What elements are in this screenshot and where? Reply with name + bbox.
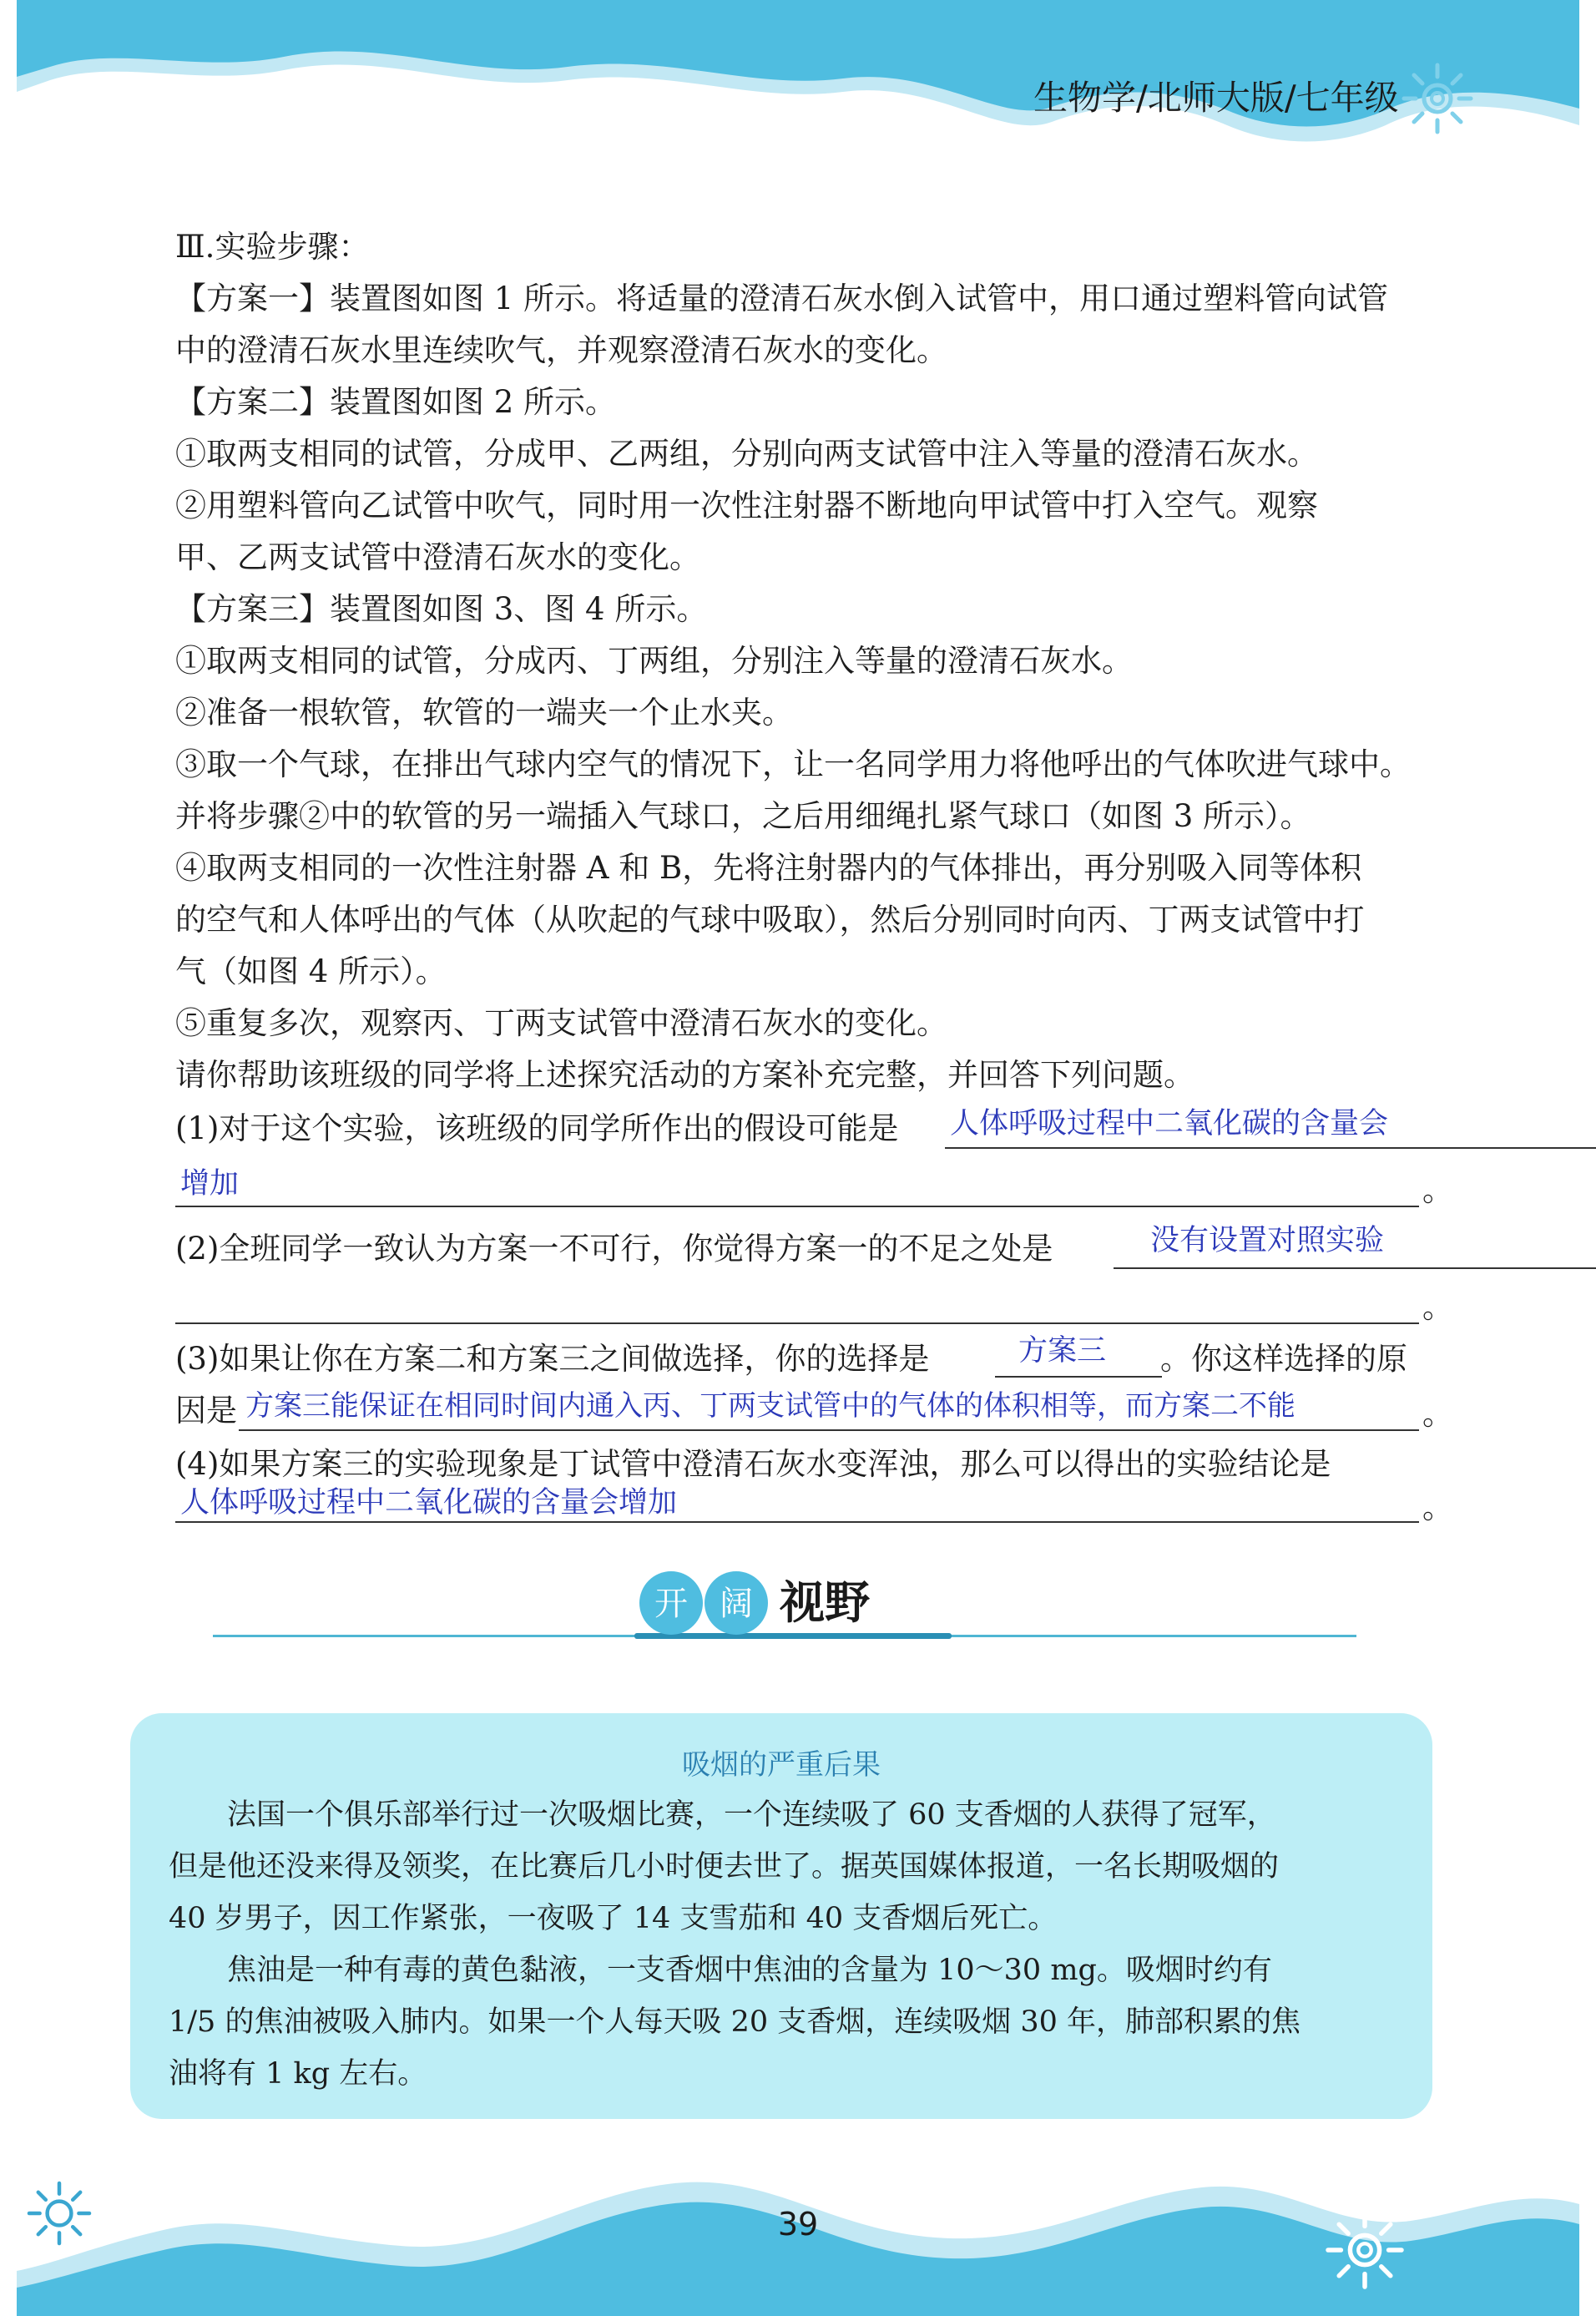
section-char-2: 阔 <box>720 1585 753 1623</box>
step-line: ⑤重复多次，观察丙、丁两支试管中澄清石灰水的变化。 <box>175 1005 947 1041</box>
question-3-reason-label: 因是 <box>175 1393 237 1429</box>
extension-box <box>130 1713 1432 2119</box>
section-heading <box>631 1566 965 1641</box>
sun-icon <box>1396 57 1479 140</box>
step-line: ②用塑料管向乙试管中吹气，同时用一次性注射器不断地向甲试管中打入空气。观察 <box>175 488 1318 523</box>
step-line: 气（如图 4 所示）。 <box>175 953 447 989</box>
extension-line: 1/5 的焦油被吸入肺内。如果一个人每天吸 20 支香烟，连续吸烟 30 年，肺部积累的焦 <box>169 2005 1301 2039</box>
step-line: 【方案二】装置图如图 2 所示。 <box>175 384 617 420</box>
question-2: (2)全班同学一致认为方案一不可行，你觉得方案一的不足之处是 <box>175 1231 1053 1267</box>
sun-icon <box>22 2176 97 2251</box>
extension-title: 吸烟的严重后果 <box>682 1748 881 1782</box>
extension-line: 40 岁男子，因工作紧张，一夜吸了 14 支雪茄和 40 支香烟后死亡。 <box>169 1902 1058 1935</box>
period: 。 <box>1422 1489 1453 1525</box>
steps-title: Ⅲ.实验步骤： <box>175 229 370 265</box>
period: 。 <box>1422 1396 1453 1432</box>
extension-line: 法国一个俱乐部举行过一次吸烟比赛，一个连续吸了 60 支香烟的人获得了冠军， <box>227 1798 1276 1832</box>
step-line: ②准备一根软管，软管的一端夹一个止水夹。 <box>175 695 793 731</box>
page-number: 39 <box>777 2206 819 2243</box>
step-line: ①取两支相同的试管，分成甲、乙两组，分别向两支试管中注入等量的澄清石灰水。 <box>175 436 1318 472</box>
step-line: 的空气和人体呼出的气体（从吹起的气球中吸取），然后分别同时向丙、丁两支试管中打 <box>175 902 1365 938</box>
step-line: 中的澄清石灰水里连续吹气，并观察澄清石灰水的变化。 <box>175 332 947 368</box>
header-label: 生物学/北师大版/七年级 <box>1033 78 1399 118</box>
extension-line: 油将有 1 kg 左右。 <box>169 2057 427 2091</box>
period: 。 <box>1422 1172 1453 1208</box>
extension-line: 焦油是一种有毒的黄色黏液，一支香烟中焦油的含量为 10～30 mg。吸烟时约有 <box>227 1954 1272 1987</box>
answer-3b: 方案三能保证在相同时间内通入丙、丁两支试管中的气体的体积相等，而方案二不能 <box>245 1389 1295 1423</box>
step-line: ③取一个气球，在排出气球内空气的情况下，让一名同学用力将他呼出的气体吹进气球中。 <box>175 746 1411 782</box>
step-line: ①取两支相同的试管，分成丙、丁两组，分别注入等量的澄清石灰水。 <box>175 643 1133 679</box>
answer-2: 没有设置对照实验 <box>1150 1224 1385 1257</box>
step-line: 甲、乙两支试管中澄清石灰水的变化。 <box>175 539 700 575</box>
sun-icon <box>1319 2204 1411 2296</box>
extension-line: 但是他还没来得及领奖，在比赛后几小时便去世了。据英国媒体报道，一名长期吸烟的 <box>169 1850 1280 1884</box>
answer-1b: 增加 <box>180 1167 240 1201</box>
question-3: (3)如果让你在方案二和方案三之间做选择，你的选择是 <box>175 1341 930 1377</box>
question-4: (4)如果方案三的实验现象是丁试管中澄清石灰水变浑浊，那么可以得出的实验结论是 <box>175 1446 1331 1482</box>
step-line: 【方案一】装置图如图 1 所示。将适量的澄清石灰水倒入试管中，用口通过塑料管向试管 <box>175 281 1389 316</box>
step-line: 并将步骤②中的软管的另一端插入气球口，之后用细绳扎紧气球口（如图 3 所示）。 <box>175 798 1311 834</box>
step-line: ④取两支相同的一次性注射器 A 和 B，先将注射器内的气体排出，再分别吸入同等体积 <box>175 850 1362 886</box>
section-char-1: 开 <box>654 1585 688 1623</box>
answer-3a: 方案三 <box>1018 1334 1107 1368</box>
step-line: 【方案三】装置图如图 3、图 4 所示。 <box>175 591 708 627</box>
question-3-cont: 。你这样选择的原 <box>1160 1341 1407 1377</box>
period: 。 <box>1422 1289 1453 1325</box>
section-title-rest: 视野 <box>780 1576 870 1629</box>
answer-1a: 人体呼吸过程中二氧化碳的含量会 <box>950 1107 1389 1140</box>
answer-4: 人体呼吸过程中二氧化碳的含量会增加 <box>180 1486 678 1520</box>
question-1: (1)对于这个实验，该班级的同学所作出的假设可能是 <box>175 1110 899 1146</box>
step-line: 请你帮助该班级的同学将上述探究活动的方案补充完整，并回答下列问题。 <box>175 1057 1194 1093</box>
